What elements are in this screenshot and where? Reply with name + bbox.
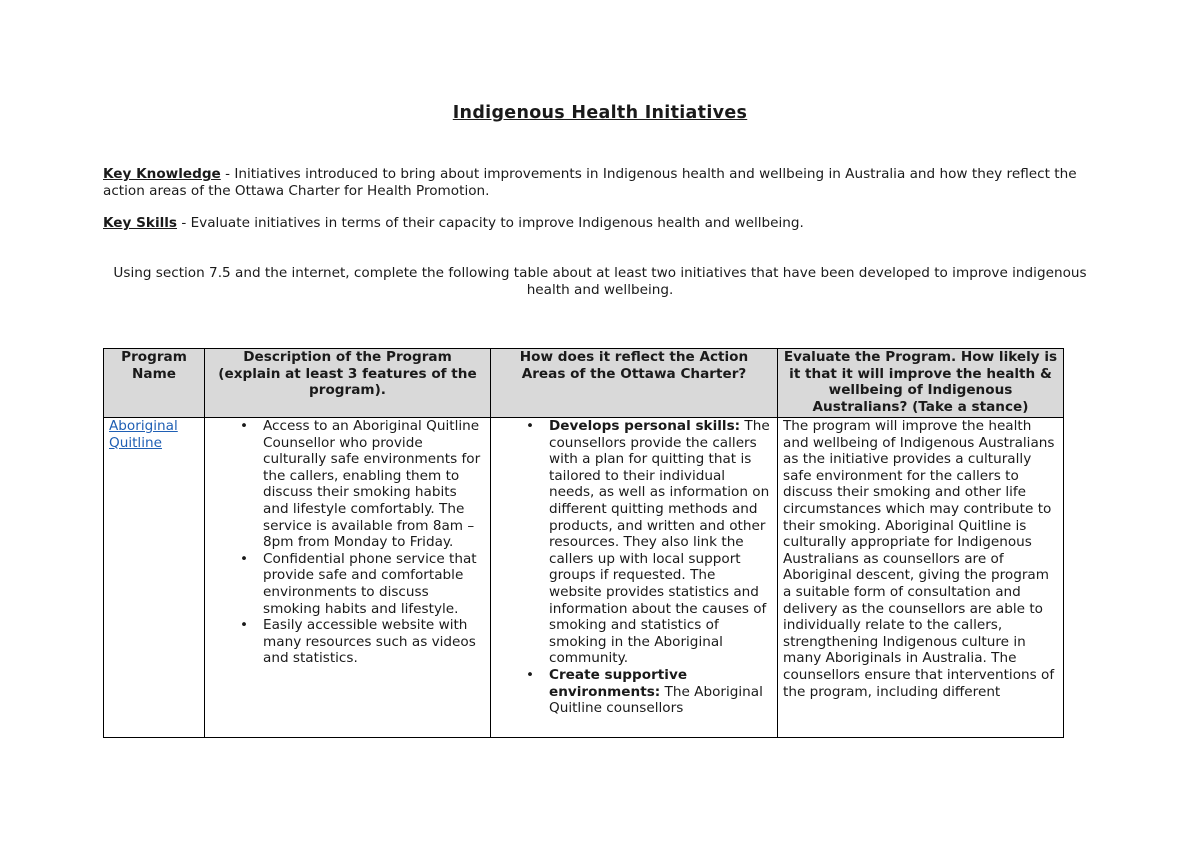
description-cell <box>205 418 491 738</box>
list-item <box>210 551 485 617</box>
list-item-text: Easily accessible website with many resources such as videos and statistics. <box>263 617 476 667</box>
key-skills-paragraph <box>103 215 1103 232</box>
instruction-text: Using section 7.5 and the internet, complete the following table about at least two initiatives that have been developed to improve indigenous health and wellbeing. <box>113 265 1087 298</box>
bullet-icon: • <box>240 418 249 434</box>
action-area-text: The counsellors provide the callers with a plan for quitting that is tailored to their individual needs, as well as information on different quitting methods and products, and written and other resources. They also link the callers up with local support groups if requested. The website provides statistics and information about the causes of smoking and statistics of smoking in the Aboriginal community. <box>549 418 770 667</box>
header-description: Description of the Program (explain at least 3 features of the program). <box>205 349 491 418</box>
key-skills-label: Key Skills <box>103 215 178 231</box>
bullet-icon: • <box>240 550 249 567</box>
action-area-text: The Aboriginal Quitline counsellors <box>549 683 763 717</box>
list-item <box>210 617 485 667</box>
list-item-text: Confidential phone service that provide safe and comfortable environments to discuss smoking habits and lifestyle. <box>263 550 477 617</box>
key-knowledge-label: Key Knowledge <box>103 166 221 182</box>
header-ottawa-charter: How does it reflect the Action Areas of the Ottawa Charter? <box>491 349 778 418</box>
action-area-heading: Develops personal skills: <box>549 418 741 434</box>
header-evaluation: Evaluate the Program. How likely is it that it will improve the health & wellbeing of Indigenous Australians? (Take a stance) <box>778 349 1064 418</box>
bullet-icon: • <box>526 666 535 683</box>
evaluation-cell <box>778 418 1064 738</box>
header-program-name: Program Name <box>104 349 205 418</box>
program-name-link[interactable]: Aboriginal Quitline <box>109 418 178 451</box>
list-item <box>210 418 485 551</box>
list-item <box>496 418 772 667</box>
list-item-text: Access to an Aboriginal Quitline Counsellor who provide culturally safe environments for the callers, enabling them to discuss their smoking habits and lifestyle comfortably. The service is available from 8am – 8pm from Monday to Friday. <box>263 418 481 551</box>
list-item <box>496 667 772 717</box>
document-title: Indigenous Health Initiatives <box>452 103 748 123</box>
action-area-heading: Create supportive environments: <box>549 666 688 700</box>
key-skills-text: - Evaluate initiatives in terms of their capacity to improve Indigenous health and wellbeing. <box>177 215 804 231</box>
ottawa-cell <box>491 418 778 738</box>
description-list <box>210 418 485 667</box>
table-row <box>104 418 1064 738</box>
bullet-icon: • <box>240 617 249 634</box>
bullet-icon: • <box>526 418 535 434</box>
ottawa-list <box>496 418 772 717</box>
table-header-row <box>104 349 1064 418</box>
key-knowledge-paragraph <box>103 166 1103 200</box>
evaluation-text: The program will improve the health and wellbeing of Indigenous Australians as the initiative provides a culturally safe environment for the callers to discuss their smoking and other life circumstances which may contribute to their smoking. Aboriginal Quitline is culturally appropriate for Indigenous Australians as counsellors are of Aboriginal descent, giving the program a suitable form of consultation and delivery as the counsellors are able to individually relate to the callers, strengthening Indigenous culture in many Aboriginals in Australia. The counsellors ensure that interventions of the program, including different <box>783 418 1055 700</box>
initiatives-table <box>103 348 1064 738</box>
key-knowledge-text: - Initiatives introduced to bring about improvements in Indigenous health and wellbeing in Australia and how they reflect the action areas of the Ottawa Charter for Health Promotion. <box>103 166 1077 199</box>
program-name-cell <box>104 418 205 738</box>
